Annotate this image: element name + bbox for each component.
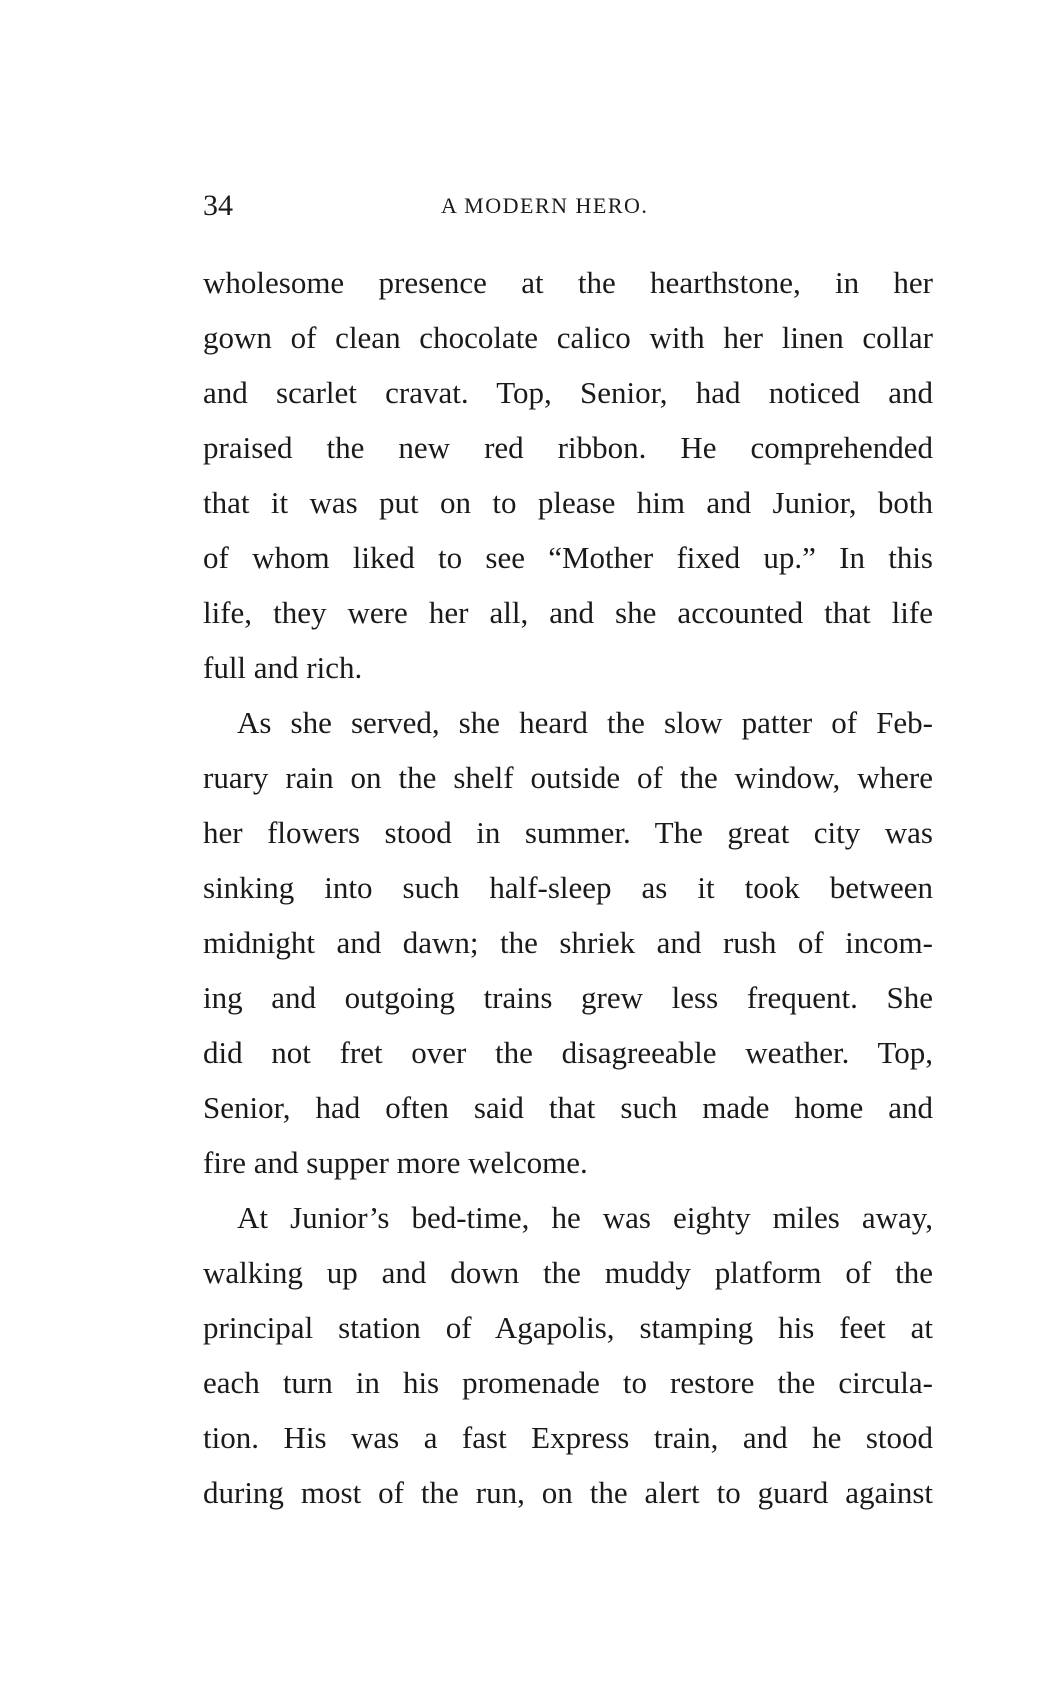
text-line: tion. His was a fast Express train, and he stood [203,1420,933,1455]
page-header [203,186,933,226]
body-text [203,255,933,1520]
text-line: gown of clean chocolate calico with her linen collar [203,320,933,355]
text-line: ing and outgoing trains grew less frequent. She [203,980,933,1015]
text-line: of whom liked to see “Mother fixed up.” In this [203,540,933,575]
text-line: Senior, had often said that such made home and [203,1090,933,1125]
text-line: At Junior’s bed-time, he was eighty miles away, [237,1200,933,1235]
text-line: fire and supper more welcome. [203,1145,588,1180]
text-line: wholesome presence at the hearthstone, in her [203,265,933,300]
text-line: As she served, she heard the slow patter of Feb- [237,705,933,740]
text-line: each turn in his promenade to restore the circula- [203,1365,933,1400]
page-number: 34 [203,189,233,222]
text-line: and scarlet cravat. Top, Senior, had noticed and [203,375,933,410]
text-line: midnight and dawn; the shriek and rush of incom- [203,925,933,960]
text-line: during most of the run, on the alert to guard against [203,1475,933,1510]
text-line: walking up and down the muddy platform of the [203,1255,933,1290]
text-line: did not fret over the disagreeable weather. Top, [203,1035,933,1070]
text-line: praised the new red ribbon. He comprehended [203,430,933,465]
running-title: A MODERN HERO. [441,193,649,218]
text-line: ruary rain on the shelf outside of the window, where [203,760,933,795]
text-line: that it was put on to please him and Junior, both [203,485,933,520]
text-line: full and rich. [203,650,363,685]
text-line: life, they were her all, and she accounted that life [203,595,933,630]
text-line: her flowers stood in summer. The great city was [203,815,933,850]
text-line: sinking into such half-sleep as it took between [203,870,933,905]
text-line: principal station of Agapolis, stamping his feet at [203,1310,933,1345]
